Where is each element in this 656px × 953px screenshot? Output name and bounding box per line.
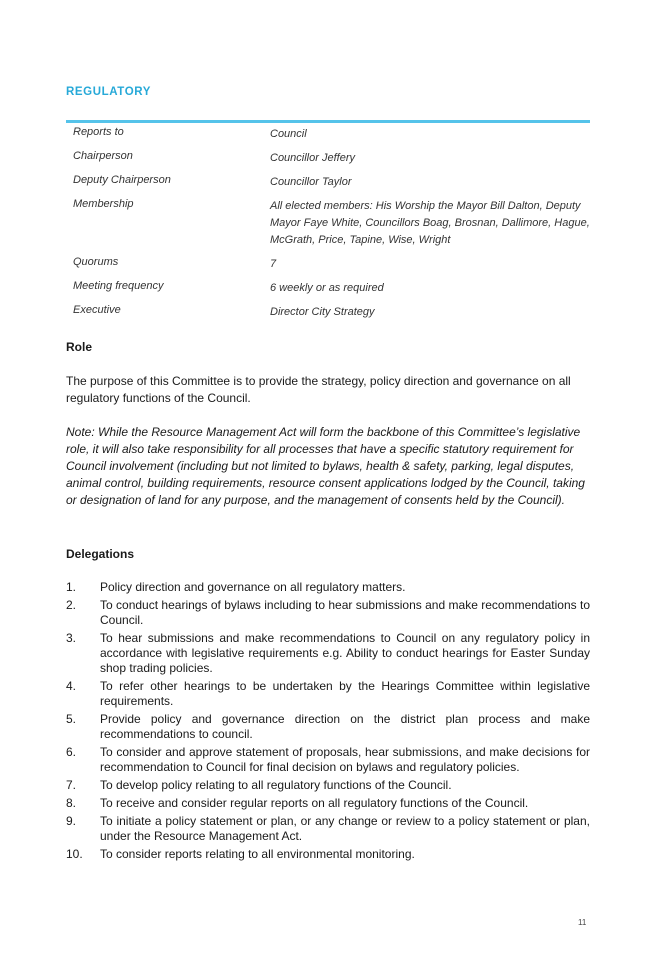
- info-value: 7: [270, 258, 277, 270]
- list-text: To consider reports relating to all environmental monitoring.: [100, 847, 415, 861]
- list-text: Provide policy and governance direction on the district plan process and make recommendations to council.: [100, 712, 590, 741]
- committee-info-table: [73, 126, 590, 328]
- list-number: 10.: [66, 847, 83, 861]
- list-text: To develop policy relating to all regulatory functions of the Council.: [100, 778, 452, 792]
- list-text: To conduct hearings of bylaws including to hear submissions and make recommendations to Council.: [100, 598, 590, 627]
- info-value: All elected members: His Worship the Mayor Bill Dalton, Deputy Mayor Faye White, Councillors Boag, Brosnan, Dallimore, Hague, McGrath, Price, Tapine, Wise, Wright: [270, 200, 590, 246]
- list-text: To receive and consider regular reports on all regulatory functions of the Council.: [100, 796, 529, 810]
- list-number: 2.: [66, 598, 77, 612]
- list-item: [66, 631, 590, 676]
- info-row-quorums: [73, 256, 590, 280]
- info-row-deputy-chairperson: [73, 174, 590, 198]
- section-heading: REGULATORY: [66, 86, 152, 98]
- info-label: Chairperson: [73, 150, 133, 162]
- role-title: Role: [66, 340, 93, 354]
- list-item: [66, 712, 590, 742]
- list-item: [66, 814, 590, 844]
- role-note: Note: While the Resource Management Act will form the backbone of this Committee’s legislative role, it will also take responsibility for all processes that have a specific statutory requirement for Council involvement (including but not limited to bylaws, health & safety, parking, legal disputes, animal control, building requirements, resource consent applications lodged by the Council, taking or designation of land for any purpose, and the management of consents held by the Council).: [66, 425, 585, 507]
- info-label: Membership: [73, 198, 134, 210]
- info-label: Executive: [73, 304, 121, 316]
- info-label: Deputy Chairperson: [73, 174, 171, 186]
- list-text: To consider and approve statement of proposals, hear submissions, and make decisions for recommendation to Council for final decision on bylaws and regulatory policies.: [100, 745, 590, 774]
- list-item: [66, 679, 590, 709]
- info-value: Councillor Jeffery: [270, 152, 355, 164]
- info-row-chairperson: [73, 150, 590, 174]
- list-number: 1.: [66, 580, 77, 594]
- list-item: [66, 580, 590, 595]
- info-row-membership: [73, 198, 590, 256]
- list-item: [66, 796, 590, 811]
- delegations-list: [66, 580, 590, 865]
- list-number: 5.: [66, 712, 77, 726]
- list-text: To initiate a policy statement or plan, or any change or review to a policy statement or plan, under the Resource Management Act.: [100, 814, 590, 843]
- list-text: To hear submissions and make recommendations to Council on any regulatory policy in accordance with legislative requirements e.g. Ability to conduct hearings for Easter Sunday shop trading policies.: [100, 631, 590, 675]
- info-row-executive: [73, 304, 590, 328]
- list-item: [66, 847, 590, 862]
- info-value: Director City Strategy: [270, 306, 375, 318]
- list-item: [66, 778, 590, 793]
- heading-rule: [66, 120, 590, 123]
- list-number: 6.: [66, 745, 77, 759]
- list-number: 7.: [66, 778, 77, 792]
- info-label: Reports to: [73, 126, 124, 138]
- info-row-meeting-frequency: [73, 280, 590, 304]
- info-label: Meeting frequency: [73, 280, 164, 292]
- info-value: Council: [270, 128, 307, 140]
- list-item: [66, 745, 590, 775]
- list-number: 9.: [66, 814, 77, 828]
- page-number: 11: [578, 918, 587, 927]
- list-number: 8.: [66, 796, 77, 810]
- info-row-reports-to: [73, 126, 590, 150]
- list-number: 4.: [66, 679, 77, 693]
- info-value: 6 weekly or as required: [270, 282, 384, 294]
- delegations-title: Delegations: [66, 547, 135, 561]
- role-purpose: The purpose of this Committee is to provide the strategy, policy direction and governance on all regulatory functions of the Council.: [66, 374, 571, 405]
- list-number: 3.: [66, 631, 77, 645]
- info-label: Quorums: [73, 256, 119, 268]
- list-text: To refer other hearings to be undertaken by the Hearings Committee within legislative requirements.: [100, 679, 590, 708]
- list-item: [66, 598, 590, 628]
- list-text: Policy direction and governance on all regulatory matters.: [100, 580, 406, 594]
- info-value: Councillor Taylor: [270, 176, 352, 188]
